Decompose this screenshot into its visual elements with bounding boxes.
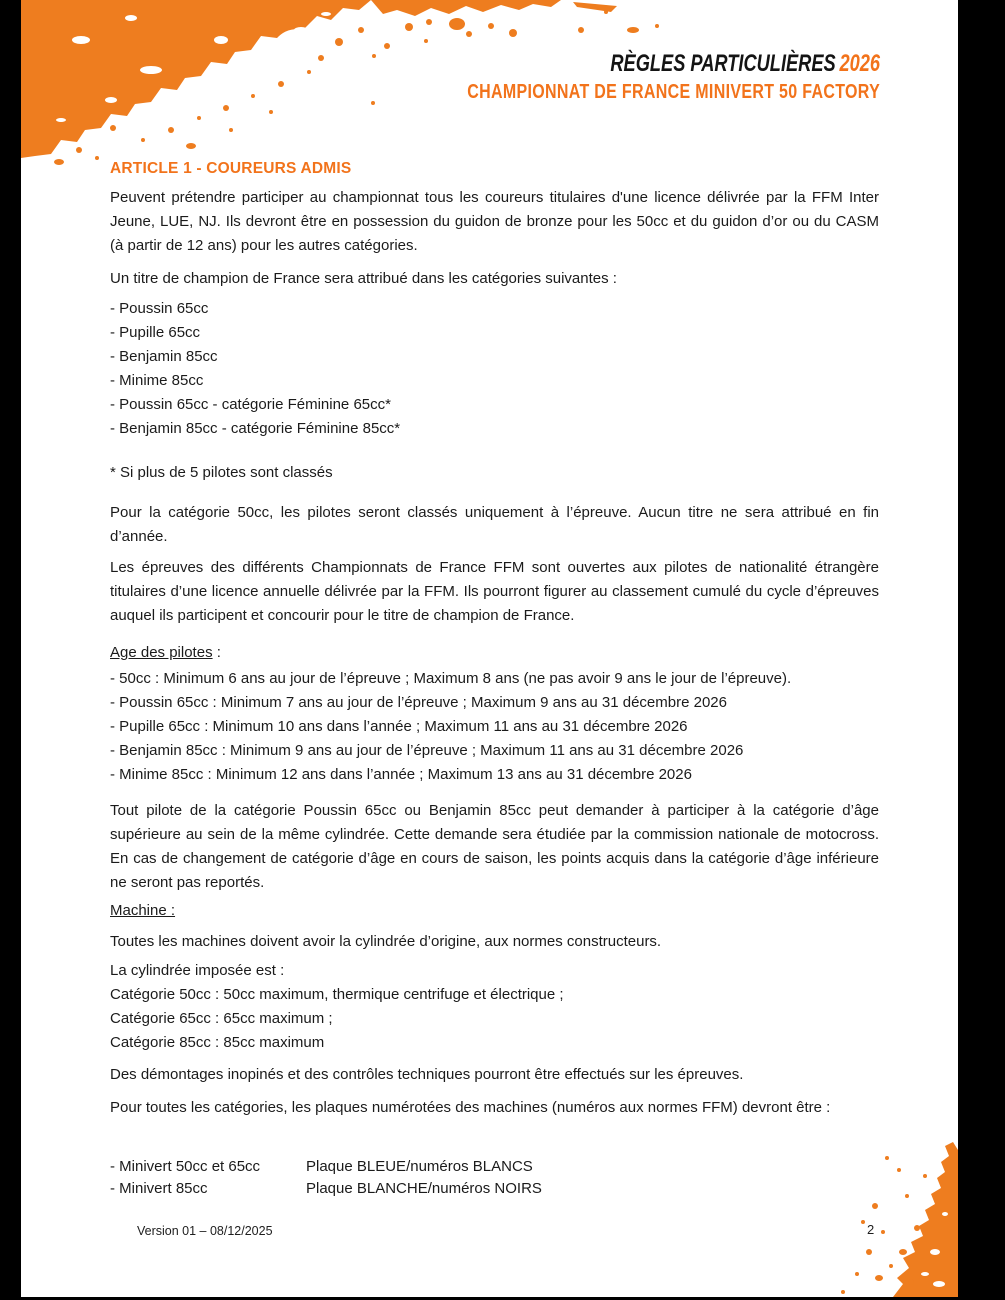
paragraph-machines: Toutes les machines doivent avoir la cylindrée d’origine, aux normes constructeurs. — [110, 933, 662, 950]
machine-heading-text: Machine : — [110, 902, 176, 919]
list-item: - Minime 85cc — [110, 372, 204, 389]
pdf-page — [21, 0, 958, 1297]
list-item: Catégorie 65cc : 65cc maximum ; — [110, 1010, 333, 1027]
list-item: Catégorie 85cc : 85cc maximum — [110, 1034, 325, 1051]
list-item: - Poussin 65cc : Minimum 7 ans au jour de l’épreuve ; Maximum 9 ans au 31 décembre 2026 — [110, 694, 727, 711]
age-heading — [110, 641, 879, 665]
list-item: Catégorie 50cc : 50cc maximum, thermique centrifuge et électrique ; — [110, 986, 564, 1003]
list-item: - Pupille 65cc — [110, 324, 201, 341]
titles-intro: Un titre de champion de France sera attribué dans les catégories suivantes : — [110, 270, 617, 287]
paragraph-plaques: Pour toutes les catégories, les plaques numérotées des machines (numéros aux normes FFM) devront être : — [110, 1099, 831, 1116]
footer-page-number: 2 — [867, 1222, 875, 1237]
plate-spec: Plaque BLEUE/numéros BLANCS — [306, 1158, 533, 1175]
machine-heading — [110, 899, 879, 923]
document-header — [364, 50, 880, 104]
article-title: ARTICLE 1 - COUREURS ADMIS — [110, 160, 352, 177]
table-row — [110, 1178, 879, 1200]
plate-spec: Plaque BLANCHE/numéros NOIRS — [306, 1180, 542, 1197]
rules-title — [488, 50, 880, 78]
cylindree-intro: La cylindrée imposée est : — [110, 962, 285, 979]
list-item: - Benjamin 85cc : Minimum 9 ans au jour de l’épreuve ; Maximum 11 ans au 31 décembre 2026 — [110, 742, 744, 759]
list-item: - Poussin 65cc - catégorie Féminine 65cc* — [110, 396, 391, 413]
paragraph-changement-categorie: Tout pilote de la catégorie Poussin 65cc ou Benjamin 85cc peut demander à participer à la catégorie d’âge supérieure au sein de la même cylindrée. Cette demande sera étudiée par la commission nationale de motocross. En cas de changement de catégorie d’âge en cours de saison, les points acquis dans la catégorie d’âge inférieure ne seront pas reportés. — [110, 802, 879, 891]
list-item: - Pupille 65cc : Minimum 10 ans dans l’année ; Maximum 11 ans au 31 décembre 2026 — [110, 718, 688, 735]
age-heading-text: Age des pilotes — [110, 644, 213, 661]
paragraph-controles: Des démontages inopinés et des contrôles techniques pourront être effectués sur les épreuves. — [110, 1066, 744, 1083]
rules-title-year: 2026 — [839, 50, 880, 77]
footnote-classes: * Si plus de 5 pilotes sont classés — [110, 464, 333, 481]
plate-category: - Minivert 50cc et 65cc — [110, 1158, 261, 1175]
category-list — [110, 297, 879, 441]
paragraph-50cc-classement: Pour la catégorie 50cc, les pilotes seront classés uniquement à l’épreuve. Aucun titre ne sera attribué en fin d’année. — [110, 504, 879, 545]
list-item: - Poussin 65cc — [110, 300, 209, 317]
list-item: - Benjamin 85cc - catégorie Féminine 85cc* — [110, 420, 401, 437]
paragraph-etrangers: Les épreuves des différents Championnats de France FFM sont ouvertes aux pilotes de nationalité étrangère titulaires d’une licence annuelle délivrée par la FFM. Ils pourront figurer au classement cumulé du cycle d’épreuves auquel ils participent et concourir pour le titre de champion de France. — [110, 559, 879, 624]
cylindree-block — [110, 959, 879, 1055]
rules-title-text: RÈGLES PARTICULIÈRES — [610, 50, 836, 77]
age-heading-colon: : — [212, 644, 221, 661]
footer-version: Version 01 – 08/12/2025 — [137, 1224, 273, 1238]
championship-subtitle: CHAMPIONNAT DE FRANCE MINIVERT 50 FACTORY — [467, 81, 880, 103]
list-item: - Benjamin 85cc — [110, 348, 218, 365]
table-row — [110, 1156, 879, 1178]
age-rules-list — [110, 667, 879, 787]
paragraph-licence: Peuvent prétendre participer au championnat tous les coureurs titulaires d'une licence délivrée par la FFM Inter Jeune, LUE, NJ. Ils devront être en possession du guidon de bronze pour les 50cc et du guidon d’or ou du CASM (à partir de 12 ans) pour les autres catégories. — [110, 189, 879, 254]
plate-category: - Minivert 85cc — [110, 1180, 208, 1197]
list-item: - 50cc : Minimum 6 ans au jour de l’épreuve ; Maximum 8 ans (ne pas avoir 9 ans le jour de l’épreuve). — [110, 670, 792, 687]
list-item: - Minime 85cc : Minimum 12 ans dans l’année ; Maximum 13 ans au 31 décembre 2026 — [110, 766, 692, 783]
plates-table — [110, 1156, 879, 1200]
